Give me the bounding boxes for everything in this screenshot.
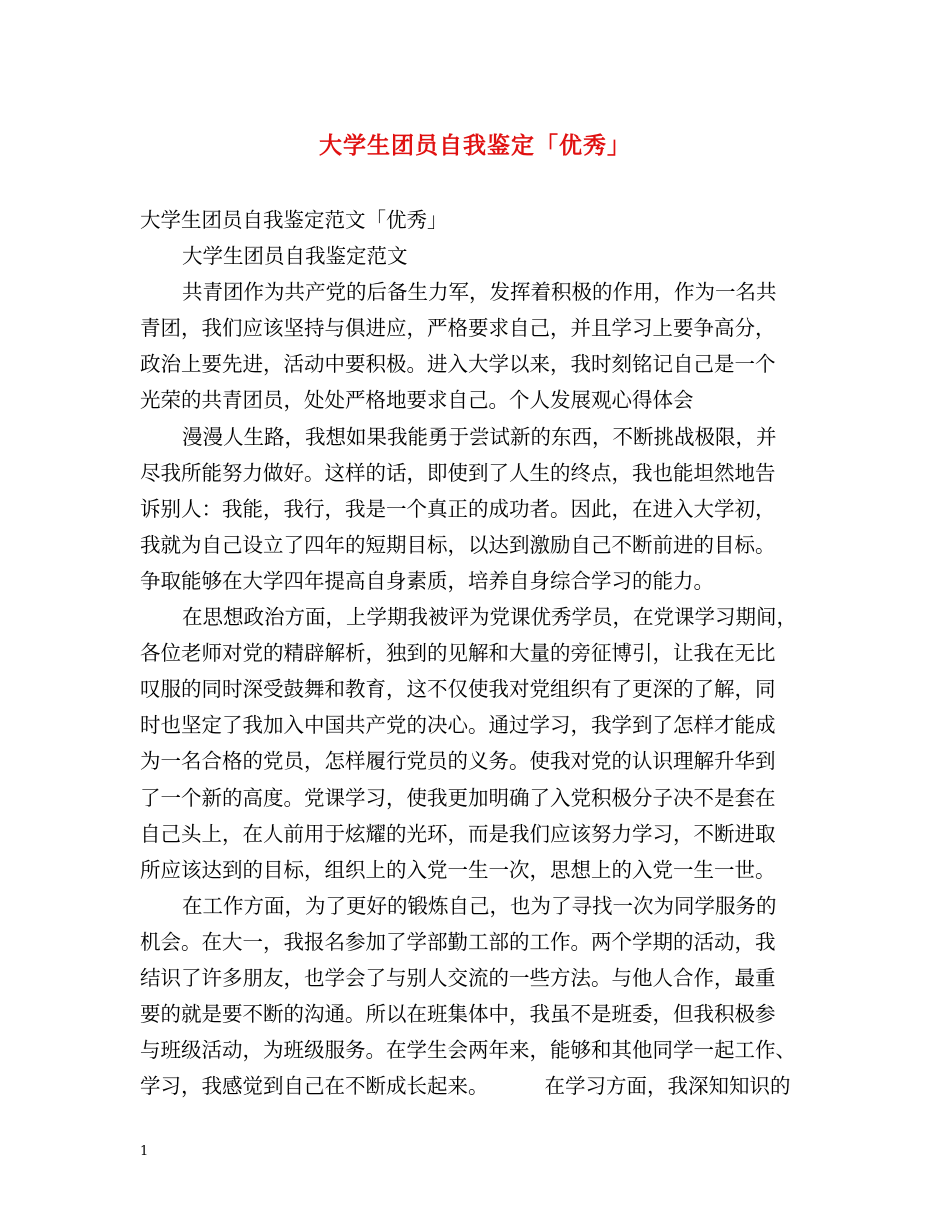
text-line: 共青团作为共产党的后备生力军，发挥着积极的作用，作为一名共 [182,280,777,305]
text-line: 各位老师对党的精辟解析，独到的见解和大量的旁征博引，让我在无比 [140,641,776,666]
text-line: 争取能够在大学四年提高自身素质，培养自身综合学习的能力。 [140,568,714,593]
text-line: 结识了许多朋友，也学会了与别人交流的一些方法。与他人合作，最重 [140,965,776,990]
text-line: 叹服的同时深受鼓舞和教育，这不仅使我对党组织有了更深的了解，同 [140,677,776,702]
text-line: 与班级活动，为班级服务。在学生会两年来，能够和其他同学一起工作、 [140,1038,796,1063]
text-line: 为一名合格的党员，怎样履行党员的义务。使我对党的认识理解升华到 [140,749,776,774]
text-line: 时也坚定了我加入中国共产党的决心。通过学习，我学到了怎样才能成 [140,713,776,738]
text-line-last [140,1068,840,1104]
text-line: 所应该达到的目标，组织上的入党一生一次，思想上的入党一生一世。 [140,857,776,882]
text-line: 光荣的共青团员，处处严格地要求自己。个人发展观心得体会 [140,388,694,413]
text-line: 机会。在大一，我报名参加了学部勤工部的工作。两个学期的活动，我 [140,929,776,954]
text-segment: 学习，我感觉到自己在不断成长起来。 [140,1074,489,1099]
text-line: 我就为自己设立了四年的短期目标，以达到激励自己不断前进的目标。 [140,532,776,557]
text-line: 大学生团员自我鉴定范文「优秀」 [140,208,448,232]
document-title: 大学生团员自我鉴定「优秀」 [319,132,631,159]
text-line: 了一个新的高度。党课学习，使我更加明确了入党积极分子决不是套在 [140,785,776,810]
text-line: 要的就是要不断的沟通。所以在班集体中，我虽不是班委，但我积极参 [140,1002,776,1027]
text-line: 诉别人：我能，我行，我是一个真正的成功者。因此，在进入大学初， [140,496,776,521]
text-line: 政治上要先进，活动中要积极。进入大学以来，我时刻铭记自己是一个 [140,352,776,377]
text-line: 自己头上，在人前用于炫耀的光环，而是我们应该努力学习，不断进取 [140,821,776,846]
text-line: 青团，我们应该坚持与俱进应，严格要求自己，并且学习上要争高分， [140,316,776,341]
text-line: 漫漫人生路，我想如果我能勇于尝试新的东西，不断挑战极限，并 [182,424,777,449]
text-line: 在思想政治方面，上学期我被评为党课优秀学员，在党课学习期间， [182,605,797,630]
text-line: 大学生团员自我鉴定范文 [182,244,408,269]
page-number: 1 [140,1144,149,1159]
text-segment: 在学习方面，我深知知识的 [544,1074,791,1099]
document-body [140,202,840,1104]
text-line: 在工作方面，为了更好的锻炼自己，也为了寻找一次为同学服务的 [182,893,777,918]
text-line: 尽我所能努力做好。这样的话，即使到了人生的终点，我也能坦然地告 [140,460,776,485]
